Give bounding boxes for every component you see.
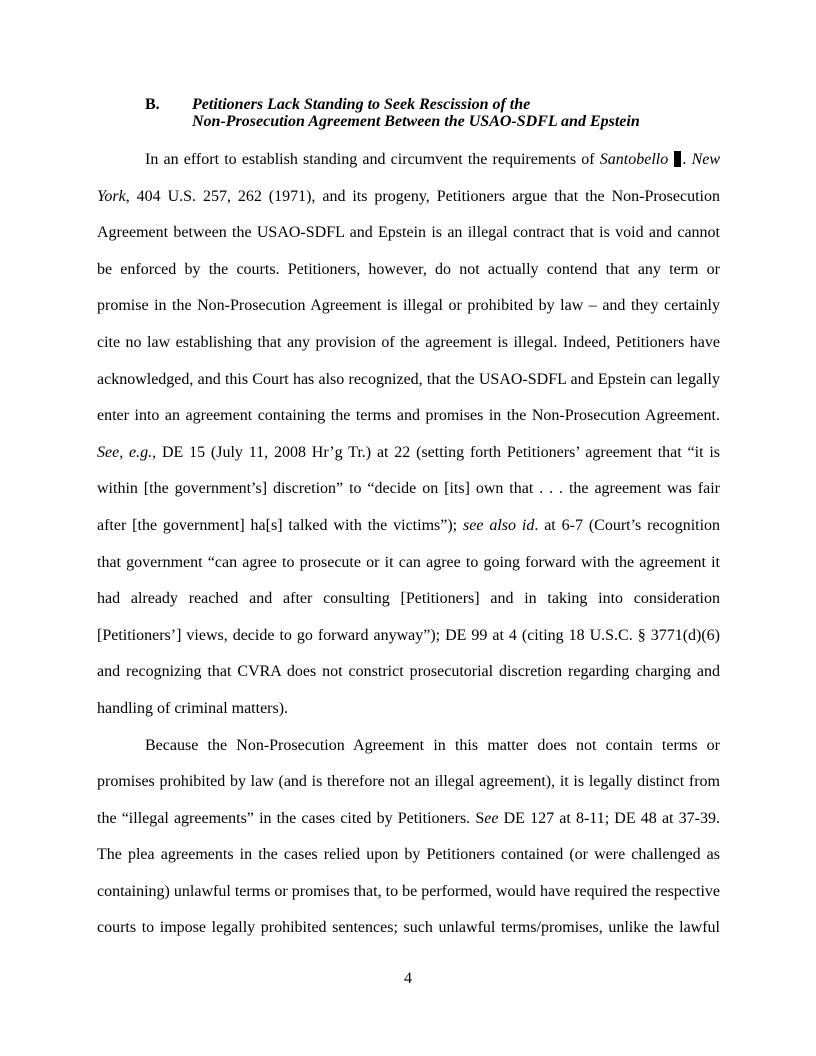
section-letter: B. [145,96,160,113]
text-line [97,910,720,947]
text: courts to impose legally prohibited sentences; such unlawful terms/promises, unlike the lawful [97,919,720,937]
section-title-line-1: Petitioners Lack Standing to Seek Rescission of the [192,96,531,113]
text: , 404 U.S. 257, 262 (1971), and its progeny, Petitioners argue that the Non-Prosecution [125,187,720,205]
text: be enforced by the courts. Petitioners, however, do not actually contend that any term or [97,260,720,278]
text-line [97,545,720,582]
text-line [97,837,720,874]
text: handling of criminal matters). [97,699,289,717]
text: the “illegal agreements” in the cases cited by Petitioners. S [97,809,485,827]
text: [Petitioners’] views, decide to go forward anyway”); DE 99 at 4 (citing 18 U.S.C. § 3771(d)(6) [97,626,720,644]
text: Agreement between the USAO-SDFL and Epstein is an illegal contract that is void and cannot [97,224,720,242]
text: . [682,151,692,168]
italic-text: see also id [463,516,535,534]
text-line [97,801,720,838]
text-line [97,471,720,508]
text-line [97,618,720,655]
text-line [97,435,720,472]
text-line [97,142,720,179]
text: containing) unlawful terms or promises that, to be performed, would have required the respective [97,882,720,900]
text-line [97,874,720,911]
text: had already reached and after consulting [Petitioners] and in taking into consideration [97,590,720,608]
text: that government “can agree to prosecute or it can agree to going forward with the agreement it [97,553,720,571]
text: In an effort to establish standing and circumvent the requirements of [145,151,600,168]
italic-text: New [691,151,721,168]
text: The plea agreements in the cases relied upon by Petitioners contained (or were challenged as [97,846,720,864]
text: and recognizing that CVRA does not constrict prosecutorial discretion regarding charging and [97,663,720,681]
text: cite no law establishing that any provision of the agreement is illegal. Indeed, Petitioners have [97,333,720,351]
text-line [97,728,720,765]
text: . at 6-7 (Court’s recognition [534,516,721,534]
text: promises prohibited by law (and is therefore not an illegal agreement), it is legally distinct from [97,773,720,791]
text-line [97,288,720,325]
text: Because the Non-Prosecution Agreement in this matter does not contain terms or [145,736,720,754]
text-line [97,325,720,362]
text-line [97,764,720,801]
text-line [97,252,720,289]
italic-text: ee [484,809,499,827]
italic-text: Santobello [599,151,669,168]
text-line [97,581,720,618]
italic-text: York [97,187,126,205]
text: promise in the Non-Prosecution Agreement is illegal or prohibited by law – and they certainly [97,297,720,315]
paragraph [97,728,720,948]
section-title [192,96,640,130]
text: after [the government] ha[s] talked with the victims”); [97,516,464,534]
text-line [97,398,720,435]
italic-text: See, e.g. [97,443,153,461]
paragraph [97,142,720,728]
text: acknowledged, and this Court has also recognized, that the USAO-SDFL and Epstein can legally [97,370,720,388]
text: , DE 15 (July 11, 2008 Hr’g Tr.) at 22 (setting forth Petitioners’ agreement that “it is [152,443,721,461]
document-body [97,142,720,947]
text: enter into an agreement containing the terms and promises in the Non-Prosecution Agreement. [97,407,720,425]
text-line [97,179,720,216]
text-line [97,508,720,545]
redaction-block [674,151,681,167]
text-line [97,215,720,252]
text: DE 127 at 8-11; DE 48 at 37-39. [498,809,720,827]
text-line [97,362,720,399]
page-number: 4 [404,970,412,987]
text [668,151,673,168]
text-line [97,691,720,728]
text: within [the government’s] discretion” to “decide on [its] own that . . . the agreement was fair [97,480,720,498]
section-title-line-2: Non-Prosecution Agreement Between the USAO-SDFL and Epstein [192,113,640,130]
text-line [97,654,720,691]
